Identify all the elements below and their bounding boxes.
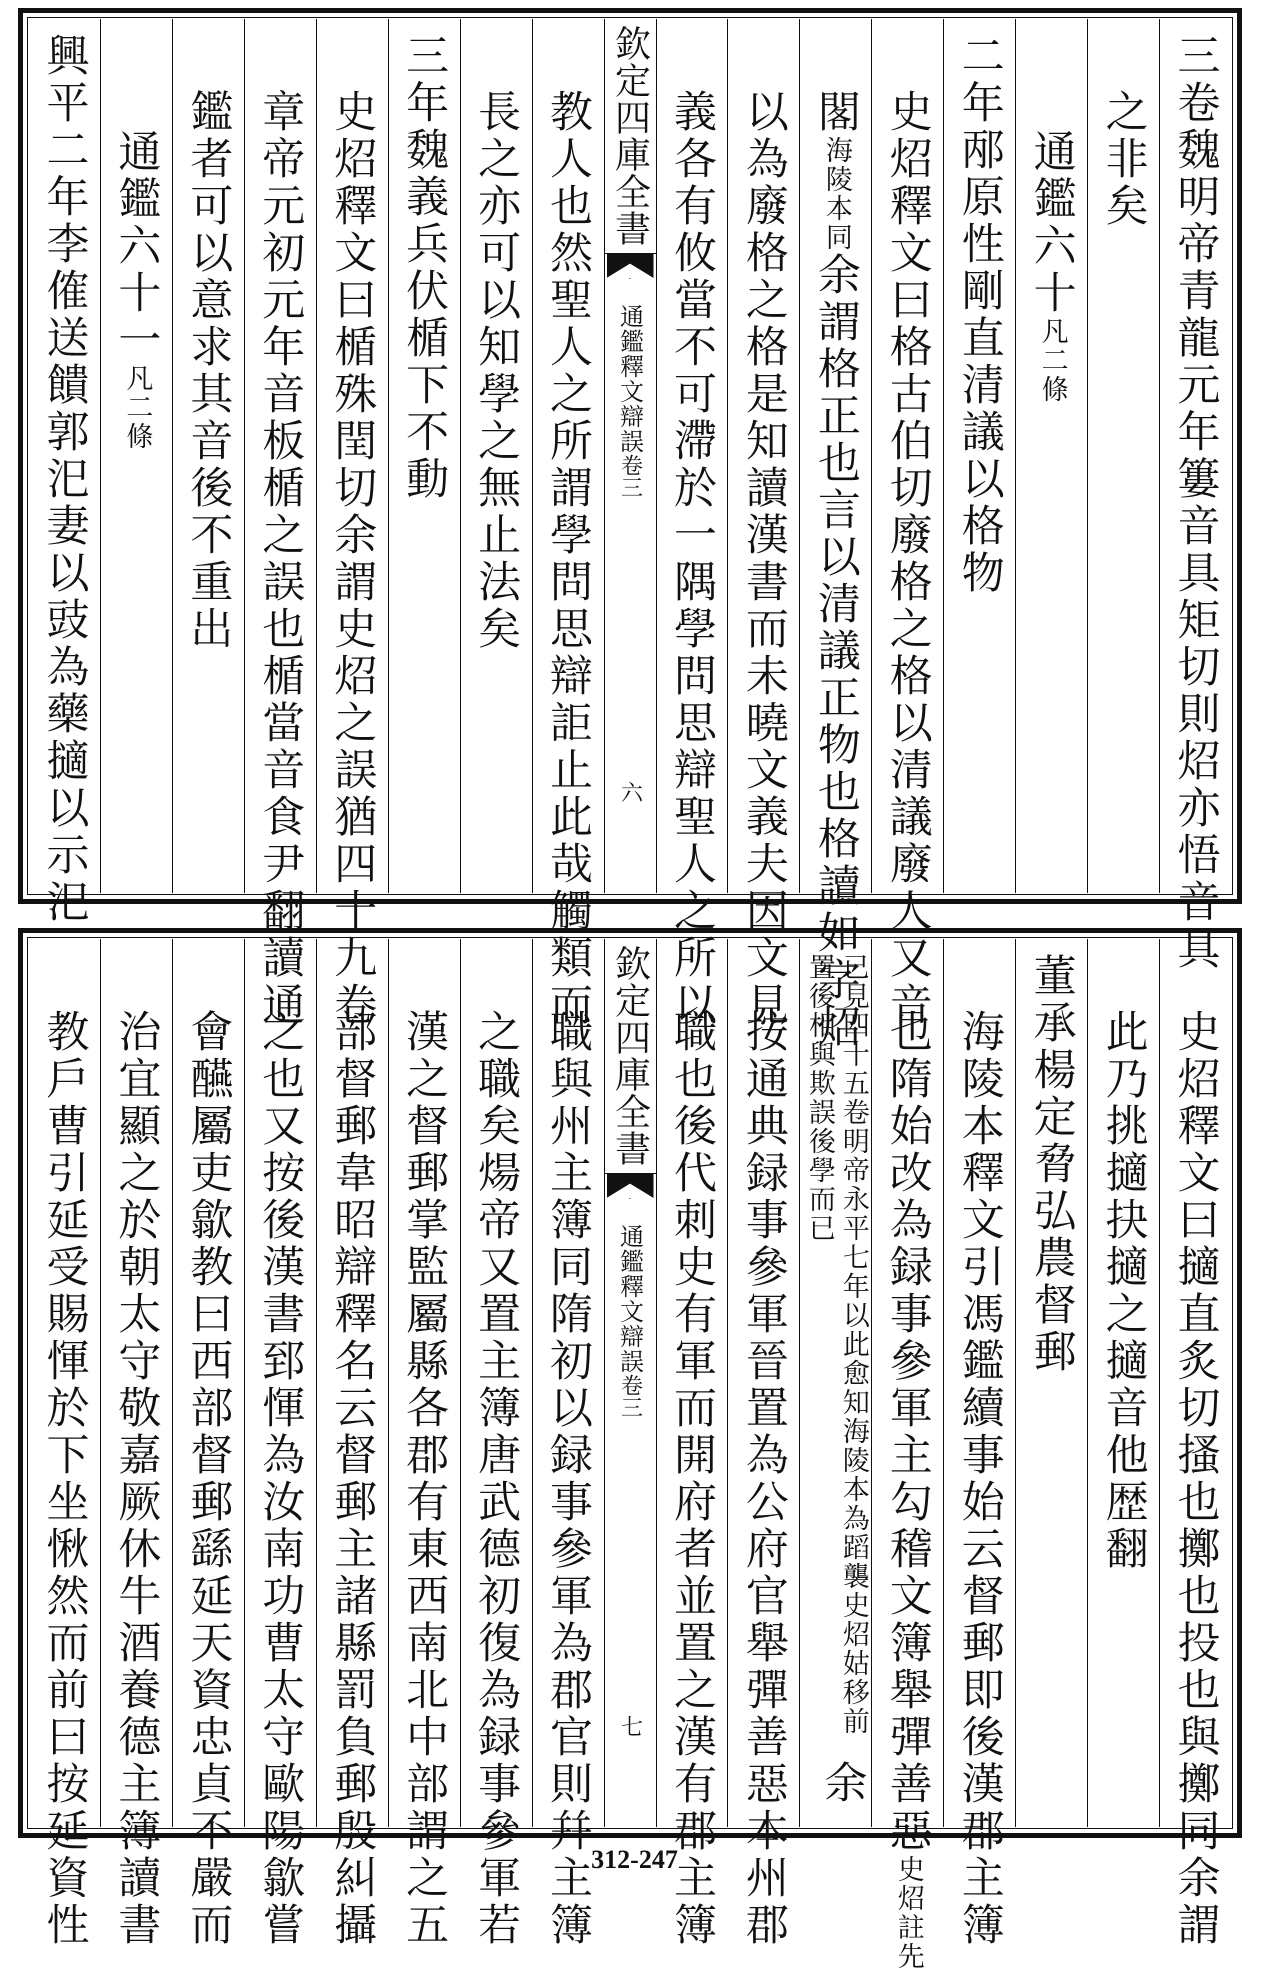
column-text	[179, 19, 237, 893]
main-text: 此乃挑擿抉擿之擿音他歴翻	[1098, 1009, 1149, 1573]
column-text	[735, 19, 793, 1029]
column-text	[539, 19, 597, 1029]
column-text	[951, 19, 1009, 893]
text-column	[244, 939, 316, 1949]
main-text: 職也後代刺史有軍而開府者並置之漢有郡主簿	[666, 1009, 717, 1949]
annotation-double-line: 已見四十五卷明帝永平七年以此愈知海陵本為蹈襲史炤姑移前置後相與欺誤後學而已	[803, 953, 869, 1736]
column-text	[35, 19, 93, 926]
column-text	[395, 939, 453, 1949]
text-column	[1015, 19, 1087, 893]
center-juan: 卷三	[617, 1374, 643, 1418]
column-text	[251, 19, 309, 1029]
text-column	[1159, 19, 1231, 973]
center-book-title: 欽定四庫全書	[605, 19, 656, 254]
column-text	[1095, 19, 1153, 893]
column-text	[1167, 19, 1225, 973]
main-text: 二年邴原性剛直清議以格物	[954, 33, 1005, 597]
main-text: 部督郵韋昭辯釋名云督郵主諸縣罰負郵殷糾攝	[327, 1009, 378, 1949]
text-column	[100, 19, 172, 893]
main-text: 興平二年李傕送饋郭汜妻以豉為藥擿以示汜	[39, 33, 90, 926]
text-column	[100, 939, 172, 1949]
main-text: 教戶曹引延受賜惲於下坐愀然而前曰按延資性	[39, 1009, 90, 1949]
center-fold-column	[604, 19, 656, 893]
main-text: 會醼屬吏歙教曰西部督郵繇延天資忠貞不嚴而	[183, 1009, 234, 1949]
text-column	[316, 19, 388, 1029]
column-text	[107, 939, 165, 1949]
text-column	[532, 19, 604, 1029]
text-column	[727, 939, 799, 1949]
center-subtitle: 通鑑釋文辯誤	[615, 304, 644, 454]
center-page-number: 七	[617, 1715, 643, 1737]
annotation-note: 凡二條	[1036, 317, 1068, 404]
fishtail-mark	[605, 1174, 656, 1224]
column-text	[323, 939, 381, 1949]
column-text	[807, 19, 865, 1051]
main-text: 職與州主簿同隋初以録事參軍為郡官則幷主簿	[543, 1009, 594, 1949]
text-column	[1015, 939, 1087, 1827]
text-column	[1087, 19, 1159, 893]
column-text	[539, 939, 597, 1949]
text-column	[943, 939, 1015, 1949]
text-column	[172, 19, 244, 893]
main-text: 之職矣煬帝又置主簿唐武德初復為録事參軍若	[471, 1009, 522, 1949]
text-column	[1087, 939, 1159, 1827]
text-column	[799, 939, 871, 1827]
text-column	[1159, 939, 1231, 1949]
annotation-note: 海陵本同	[820, 136, 852, 252]
center-page-number: 六	[617, 781, 643, 803]
main-text: 也隋始改為録事參軍主勾稽文簿舉彈善惡	[882, 1009, 933, 1855]
text-column	[871, 19, 943, 1029]
main-text: 董承楊定脅弘農督郵	[1026, 953, 1077, 1376]
main-text: 之非矣	[1098, 89, 1149, 230]
main-text: 漢之督郵掌監屬縣各郡有東西南北中部謂之五	[399, 1009, 450, 1949]
column-text	[1167, 939, 1225, 1949]
main-text: 三卷魏明帝青龍元年簍音具矩切則炤亦悟音具	[1170, 33, 1221, 973]
text-column	[532, 939, 604, 1949]
text-column	[29, 939, 100, 1949]
text-column	[388, 939, 460, 1949]
text-column	[388, 19, 460, 893]
main-text: 以為廢格之格是知讀漢書而未曉文義夫因文見	[738, 89, 789, 1029]
main-text: 治宜顯之於朝太守敬嘉厥休牛酒養德主簿讀書	[111, 1009, 162, 1949]
column-text	[179, 939, 237, 1949]
column-text	[735, 939, 793, 1949]
main-text: 按通典録事參軍晉置為公府官舉彈善惡本州郡	[738, 1009, 789, 1949]
main-text: 三年魏義兵伏楯下不動	[399, 33, 450, 503]
main-text: 史炤釋文曰楯殊閏切余謂史炤之誤猶四十九卷	[327, 89, 378, 1029]
main-text: 義各有攸當不可滯於一隅學問思辯聖人之所以	[666, 89, 717, 1029]
text-column	[656, 19, 728, 1029]
center-book-title: 欽定四庫全書	[605, 939, 656, 1174]
text-column	[460, 939, 532, 1949]
main-text: 通鑑六十	[1026, 129, 1077, 317]
main-text: 之也又按後漢書郅惲為汝南功曹太守歐陽歙嘗	[255, 1009, 306, 1949]
main-text: 史炤釋文曰擿直炙切搔也擲也投也與擲同余謂	[1170, 1009, 1221, 1949]
top-page	[18, 8, 1242, 1051]
annotation-note: 史炤註先	[892, 1855, 924, 1971]
column-text	[467, 939, 525, 1949]
main-text: 章帝元初元年音板楯之誤也楯當音食尹翻讀通	[255, 89, 306, 1029]
fishtail-mark	[605, 254, 656, 304]
column-text	[663, 939, 721, 1949]
page-number: 312-247	[591, 1845, 678, 1874]
column-tail-text: 余	[817, 1760, 868, 1807]
column-text	[1023, 19, 1081, 893]
column-text	[663, 19, 721, 1029]
main-text: 海陵本釋文引馮鑑續事始云督郵即後漢郡主簿	[954, 1009, 1005, 1949]
text-column	[871, 939, 943, 1971]
column-text	[1095, 939, 1153, 1827]
column-text	[35, 939, 93, 1949]
main-text: 長之亦可以知學之無止法矣	[471, 89, 522, 653]
column-text	[467, 19, 525, 893]
column-text	[395, 19, 453, 893]
column-text	[879, 939, 937, 1971]
main-text: 閣	[810, 89, 861, 136]
column-text	[323, 19, 381, 1029]
center-subtitle: 通鑑釋文辯誤	[615, 1224, 644, 1374]
column-text	[251, 939, 309, 1949]
top-columns	[29, 19, 1231, 1051]
main-text: 史炤釋文曰格古伯切廢格之格以清議廢人又音	[882, 89, 933, 1029]
text-column	[727, 19, 799, 1029]
text-column	[244, 19, 316, 1029]
column-text	[879, 19, 937, 1029]
column-text	[1023, 939, 1081, 1827]
text-column	[29, 19, 100, 926]
text-column	[172, 939, 244, 1949]
annotation-note: 凡二條	[121, 364, 153, 451]
main-text: 通鑑六十一	[111, 129, 162, 364]
column-text	[107, 19, 165, 893]
center-fold-column	[604, 939, 656, 1827]
text-column	[316, 939, 388, 1949]
column-text	[951, 939, 1009, 1949]
text-column	[656, 939, 728, 1949]
main-text: 鑑者可以意求其音後不重出	[183, 89, 234, 653]
main-text: 教人也然聖人之所謂學問思辯詎止此哉觸類而	[543, 89, 594, 1029]
center-juan: 卷三	[617, 454, 643, 498]
text-column	[943, 19, 1015, 893]
text-column	[799, 19, 871, 1051]
main-text-rest: 余謂格正也言以清議正物也格讀如字炤	[810, 252, 861, 1051]
text-column	[460, 19, 532, 893]
